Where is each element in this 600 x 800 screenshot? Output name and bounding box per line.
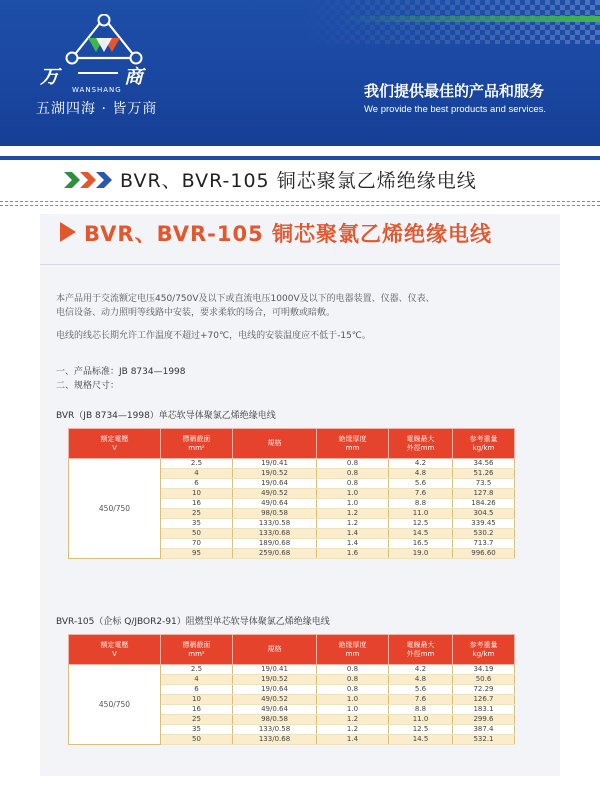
header-insulation: 絶缘厚度 mm xyxy=(317,429,389,459)
weight-cell: 532.1 xyxy=(453,735,515,745)
max-od-cell: 7.6 xyxy=(389,489,453,499)
insulation-cell: 1.2 xyxy=(317,519,389,529)
cross-section-cell: 2.5 xyxy=(161,459,233,469)
max-od-cell: 4.2 xyxy=(389,665,453,675)
checker-pattern xyxy=(300,0,600,44)
weight-cell: 73.5 xyxy=(453,479,515,489)
weight-cell: 304.5 xyxy=(453,509,515,519)
header-insulation: 絶缘厚度 mm xyxy=(317,635,389,665)
cross-section-cell: 4 xyxy=(161,469,233,479)
spec-cell: 19/0.64 xyxy=(233,685,317,695)
spec-cell: 49/0.52 xyxy=(233,489,317,499)
voltage-cell: 450/750 xyxy=(69,665,161,745)
spec-cell: 133/0.68 xyxy=(233,529,317,539)
cross-section-cell: 95 xyxy=(161,549,233,559)
header-spec: 規格 xyxy=(233,429,317,459)
insulation-cell: 1.4 xyxy=(317,539,389,549)
header-voltage: 额定電壓 V xyxy=(69,635,161,665)
weight-cell: 72.29 xyxy=(453,685,515,695)
weight-cell: 387.4 xyxy=(453,725,515,735)
header-banner xyxy=(0,0,600,146)
insulation-cell: 1.0 xyxy=(317,695,389,705)
table-row xyxy=(69,459,515,469)
header-max-od: 電線最大 外徑mm xyxy=(389,429,453,459)
spec-table-bvr xyxy=(68,428,515,559)
max-od-cell: 7.6 xyxy=(389,695,453,705)
weight-cell: 126.7 xyxy=(453,695,515,705)
max-od-cell: 16.5 xyxy=(389,539,453,549)
brand-char-left: 万 xyxy=(40,66,60,88)
cross-section-cell: 6 xyxy=(161,479,233,489)
brand-dash xyxy=(78,72,118,74)
insulation-cell: 1.0 xyxy=(317,489,389,499)
temperature-note: 电线的线芯长期允许工作温度不超过+70℃，电线的安装温度应不低于-15℃。 xyxy=(56,331,371,341)
cross-section-cell: 16 xyxy=(161,499,233,509)
spec-table-bvr105 xyxy=(68,634,515,745)
cross-section-cell: 6 xyxy=(161,685,233,695)
max-od-cell: 5.6 xyxy=(389,685,453,695)
insulation-cell: 0.8 xyxy=(317,675,389,685)
insulation-cell: 1.6 xyxy=(317,549,389,559)
weight-cell: 50.6 xyxy=(453,675,515,685)
weight-cell: 51.26 xyxy=(453,469,515,479)
cross-section-cell: 50 xyxy=(161,735,233,745)
green-accent-bar xyxy=(340,16,600,22)
triple-chevron-icon xyxy=(64,172,114,188)
max-od-cell: 4.8 xyxy=(389,675,453,685)
cross-section-cell: 35 xyxy=(161,519,233,529)
tagline-chinese: 我们提供最佳的产品和服务 xyxy=(364,82,545,100)
insulation-cell: 1.4 xyxy=(317,529,389,539)
cross-section-cell: 10 xyxy=(161,695,233,705)
spec-cell: 49/0.52 xyxy=(233,695,317,705)
cross-section-cell: 10 xyxy=(161,489,233,499)
spec-cell: 49/0.64 xyxy=(233,499,317,509)
wanshang-logo-icon xyxy=(58,14,150,66)
header-weight: 参考重量 kg/km xyxy=(453,429,515,459)
cross-section-cell: 70 xyxy=(161,539,233,549)
brand-slogan: 五湖四海 · 皆万商 xyxy=(36,101,158,117)
spec-cell: 19/0.41 xyxy=(233,665,317,675)
spec-cell: 189/0.68 xyxy=(233,539,317,549)
header-cross-section: 標稱截面 mm² xyxy=(161,635,233,665)
table1-caption: BVR（JB 8734—1998）单芯软导体聚氯乙烯绝缘电线 xyxy=(56,411,276,421)
dashed-divider-top xyxy=(0,201,600,202)
spec-cell: 98/0.58 xyxy=(233,509,317,519)
weight-cell: 34.56 xyxy=(453,459,515,469)
arrow-right-icon xyxy=(60,222,76,242)
weight-cell: 339.45 xyxy=(453,519,515,529)
insulation-cell: 1.4 xyxy=(317,735,389,745)
insulation-cell: 1.2 xyxy=(317,725,389,735)
weight-cell: 299.6 xyxy=(453,715,515,725)
sheet-rule xyxy=(40,264,560,265)
spec-cell: 19/0.64 xyxy=(233,479,317,489)
weight-cell: 34.19 xyxy=(453,665,515,675)
sheet-heading: BVR、BVR-105 铜芯聚氯乙烯绝缘电线 xyxy=(84,222,493,246)
spec-cell: 133/0.58 xyxy=(233,519,317,529)
cross-section-cell: 35 xyxy=(161,725,233,735)
spec-cell: 49/0.64 xyxy=(233,705,317,715)
brand-char-right: 商 xyxy=(124,66,144,88)
spec-cell: 19/0.52 xyxy=(233,469,317,479)
max-od-cell: 12.5 xyxy=(389,725,453,735)
max-od-cell: 14.5 xyxy=(389,529,453,539)
dashed-divider-bottom xyxy=(0,205,600,206)
section-standard: 一、产品标准：JB 8734—1998 xyxy=(56,367,186,377)
section-specs: 二、规格尺寸： xyxy=(56,381,120,391)
product-sheet xyxy=(40,214,560,776)
weight-cell: 996.60 xyxy=(453,549,515,559)
spec-cell: 133/0.58 xyxy=(233,725,317,735)
max-od-cell: 14.5 xyxy=(389,735,453,745)
insulation-cell: 1.2 xyxy=(317,509,389,519)
table-row xyxy=(69,665,515,675)
page-title: BVR、BVR-105 铜芯聚氯乙烯绝缘电线 xyxy=(120,170,477,192)
insulation-cell: 1.2 xyxy=(317,715,389,725)
weight-cell: 127.8 xyxy=(453,489,515,499)
header-cross-section: 標稱截面 mm² xyxy=(161,429,233,459)
weight-cell: 183.1 xyxy=(453,705,515,715)
spec-cell: 259/0.68 xyxy=(233,549,317,559)
spec-cell: 19/0.41 xyxy=(233,459,317,469)
weight-cell: 530.2 xyxy=(453,529,515,539)
insulation-cell: 0.8 xyxy=(317,665,389,675)
spec-cell: 98/0.58 xyxy=(233,715,317,725)
header-voltage: 额定電壓 V xyxy=(69,429,161,459)
brand-english: WANSHANG xyxy=(72,86,122,94)
max-od-cell: 4.2 xyxy=(389,459,453,469)
brand-name xyxy=(40,62,170,86)
max-od-cell: 12.5 xyxy=(389,519,453,529)
max-od-cell: 11.0 xyxy=(389,509,453,519)
max-od-cell: 19.0 xyxy=(389,549,453,559)
weight-cell: 713.7 xyxy=(453,539,515,549)
cross-section-cell: 2.5 xyxy=(161,665,233,675)
cross-section-cell: 50 xyxy=(161,529,233,539)
insulation-cell: 1.0 xyxy=(317,705,389,715)
insulation-cell: 0.8 xyxy=(317,685,389,695)
header-max-od: 電線最大 外徑mm xyxy=(389,635,453,665)
voltage-cell: 450/750 xyxy=(69,459,161,559)
max-od-cell: 11.0 xyxy=(389,715,453,725)
spec-cell: 19/0.52 xyxy=(233,675,317,685)
tagline-english: We provide the best products and services. xyxy=(364,104,547,115)
table2-caption: BVR-105（企标 Q/JBOR2-91）阻燃型单芯软导体聚氯乙烯绝缘电线 xyxy=(56,617,330,627)
weight-cell: 184.26 xyxy=(453,499,515,509)
cross-section-cell: 4 xyxy=(161,675,233,685)
max-od-cell: 8.8 xyxy=(389,705,453,715)
max-od-cell: 4.8 xyxy=(389,469,453,479)
max-od-cell: 5.6 xyxy=(389,479,453,489)
intro-line-2: 电信设备、动力照明等线路中安装，要求柔软的场合，可明敷或暗敷。 xyxy=(56,308,336,318)
max-od-cell: 8.8 xyxy=(389,499,453,509)
insulation-cell: 0.8 xyxy=(317,459,389,469)
insulation-cell: 0.8 xyxy=(317,479,389,489)
insulation-cell: 1.0 xyxy=(317,499,389,509)
cross-section-cell: 25 xyxy=(161,715,233,725)
cross-section-cell: 25 xyxy=(161,509,233,519)
header-spec: 規格 xyxy=(233,635,317,665)
intro-line-1: 本产品用于交流额定电压450/750V及以下或直流电压1000V及以下的电器装置、仪器、仪表、 xyxy=(56,294,435,304)
insulation-cell: 0.8 xyxy=(317,469,389,479)
header-weight: 参考重量 kg/km xyxy=(453,635,515,665)
spec-cell: 133/0.68 xyxy=(233,735,317,745)
cross-section-cell: 16 xyxy=(161,705,233,715)
